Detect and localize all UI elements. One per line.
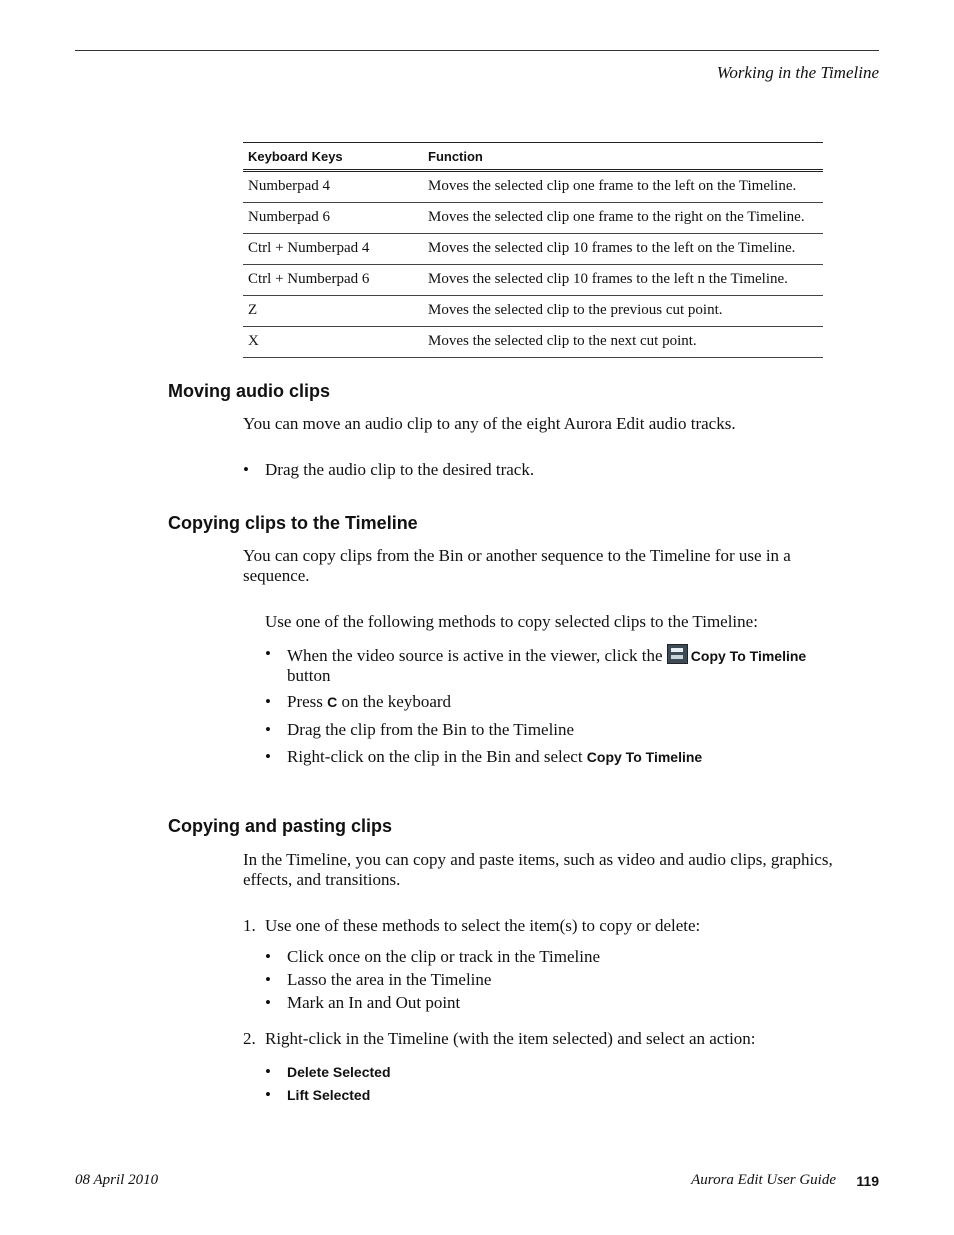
- column-header: Keyboard Keys: [243, 143, 423, 171]
- copy-to-timeline-icon: [667, 644, 688, 664]
- bullet-marker: •: [265, 947, 271, 966]
- step-text: Use one of these methods to select the item(s) to copy or delete:: [265, 916, 701, 935]
- bullet-marker: •: [265, 1085, 271, 1104]
- bullet-marker: •: [243, 460, 249, 479]
- footer-date: 08 April 2010: [75, 1172, 159, 1188]
- table-cell: X: [243, 327, 423, 358]
- paragraph: Use one of the following methods to copy selected clips to the Timeline:: [265, 612, 758, 631]
- bullet-marker: •: [265, 1062, 271, 1081]
- table-header-row: [243, 143, 823, 171]
- list-item-text-part: on the keyboard: [341, 692, 452, 711]
- bullet-marker: •: [265, 993, 271, 1012]
- table-cell: Numberpad 4: [243, 171, 423, 203]
- paragraph-line: effects, and transitions.: [243, 870, 401, 889]
- list-item-text: [287, 644, 806, 686]
- table-cell: Ctrl + Numberpad 6: [243, 265, 423, 296]
- ui-label: Copy To Timeline: [690, 648, 807, 664]
- table-row: [243, 327, 823, 358]
- menu-action-label: Lift Selected: [287, 1087, 371, 1103]
- table-cell: Moves the selected clip 10 frames to the left n the Timeline.: [423, 265, 823, 296]
- list-item-text: Click once on the clip or track in the Timeline: [287, 947, 601, 966]
- numbered-step: [243, 1029, 756, 1049]
- table-row: [243, 265, 823, 296]
- list-item-text-part: Right-click on the clip in the Bin and select: [287, 747, 583, 766]
- bullet-marker: •: [265, 747, 271, 766]
- bullet-marker: •: [265, 970, 271, 989]
- footer-guide-title: Aurora Edit User Guide: [691, 1172, 836, 1188]
- table-cell: Moves the selected clip one frame to the right on the Timeline.: [423, 203, 823, 234]
- column-header: Function: [423, 143, 823, 171]
- list-item-text-part: Press: [287, 692, 323, 711]
- page-number: 119: [856, 1173, 879, 1189]
- section-heading: Copying and pasting clips: [168, 816, 393, 836]
- list-item-text: Mark an In and Out point: [287, 993, 461, 1012]
- section-heading: Copying clips to the Timeline: [168, 513, 418, 533]
- table-cell: Ctrl + Numberpad 4: [243, 234, 423, 265]
- bullet-marker: •: [265, 720, 271, 739]
- table-row: [243, 234, 823, 265]
- table-cell: Moves the selected clip 10 frames to the left on the Timeline.: [423, 234, 823, 265]
- section-heading: Moving audio clips: [168, 381, 331, 401]
- step-number: 1.: [243, 916, 256, 935]
- table-row: [243, 203, 823, 234]
- table-row: [243, 296, 823, 327]
- table-cell: Moves the selected clip to the next cut point.: [423, 327, 823, 358]
- key-label: C: [327, 694, 338, 710]
- paragraph-line: You can copy clips from the Bin or another sequence to the Timeline for use in a: [243, 546, 791, 565]
- table-cell: Numberpad 6: [243, 203, 423, 234]
- table-cell: Z: [243, 296, 423, 327]
- menu-action-label: Delete Selected: [287, 1064, 391, 1080]
- step-text: Right-click in the Timeline (with the item selected) and select an action:: [265, 1029, 756, 1048]
- list-item-text-part: When the video source is active in the viewer, click the: [287, 646, 663, 665]
- paragraph: You can move an audio clip to any of the eight Aurora Edit audio tracks.: [243, 414, 736, 433]
- list-item-text-part: button: [287, 666, 331, 685]
- running-head: Working in the Timeline: [716, 63, 879, 82]
- step-number: 2.: [243, 1029, 256, 1048]
- paragraph: [243, 546, 791, 586]
- table-row: [243, 171, 823, 203]
- list-item-text: Drag the clip from the Bin to the Timeline: [287, 720, 575, 739]
- bullet-marker: •: [265, 692, 271, 711]
- ui-label: Copy To Timeline: [586, 749, 703, 765]
- keyboard-keys-table: [243, 142, 823, 358]
- table-cell: Moves the selected clip to the previous cut point.: [423, 296, 823, 327]
- list-item-text: [287, 747, 702, 767]
- bullet-marker: •: [265, 644, 271, 663]
- list-item-text: [287, 692, 451, 712]
- paragraph-line: In the Timeline, you can copy and paste items, such as video and audio clips, graphics,: [243, 850, 833, 869]
- paragraph-line: sequence.: [243, 566, 310, 585]
- table-cell: Moves the selected clip one frame to the left on the Timeline.: [423, 171, 823, 203]
- list-item-text: Drag the audio clip to the desired track.: [265, 460, 535, 479]
- list-item-text: Lasso the area in the Timeline: [287, 970, 492, 989]
- paragraph: [243, 850, 833, 890]
- numbered-step: [243, 916, 701, 936]
- header-rule: [75, 50, 879, 51]
